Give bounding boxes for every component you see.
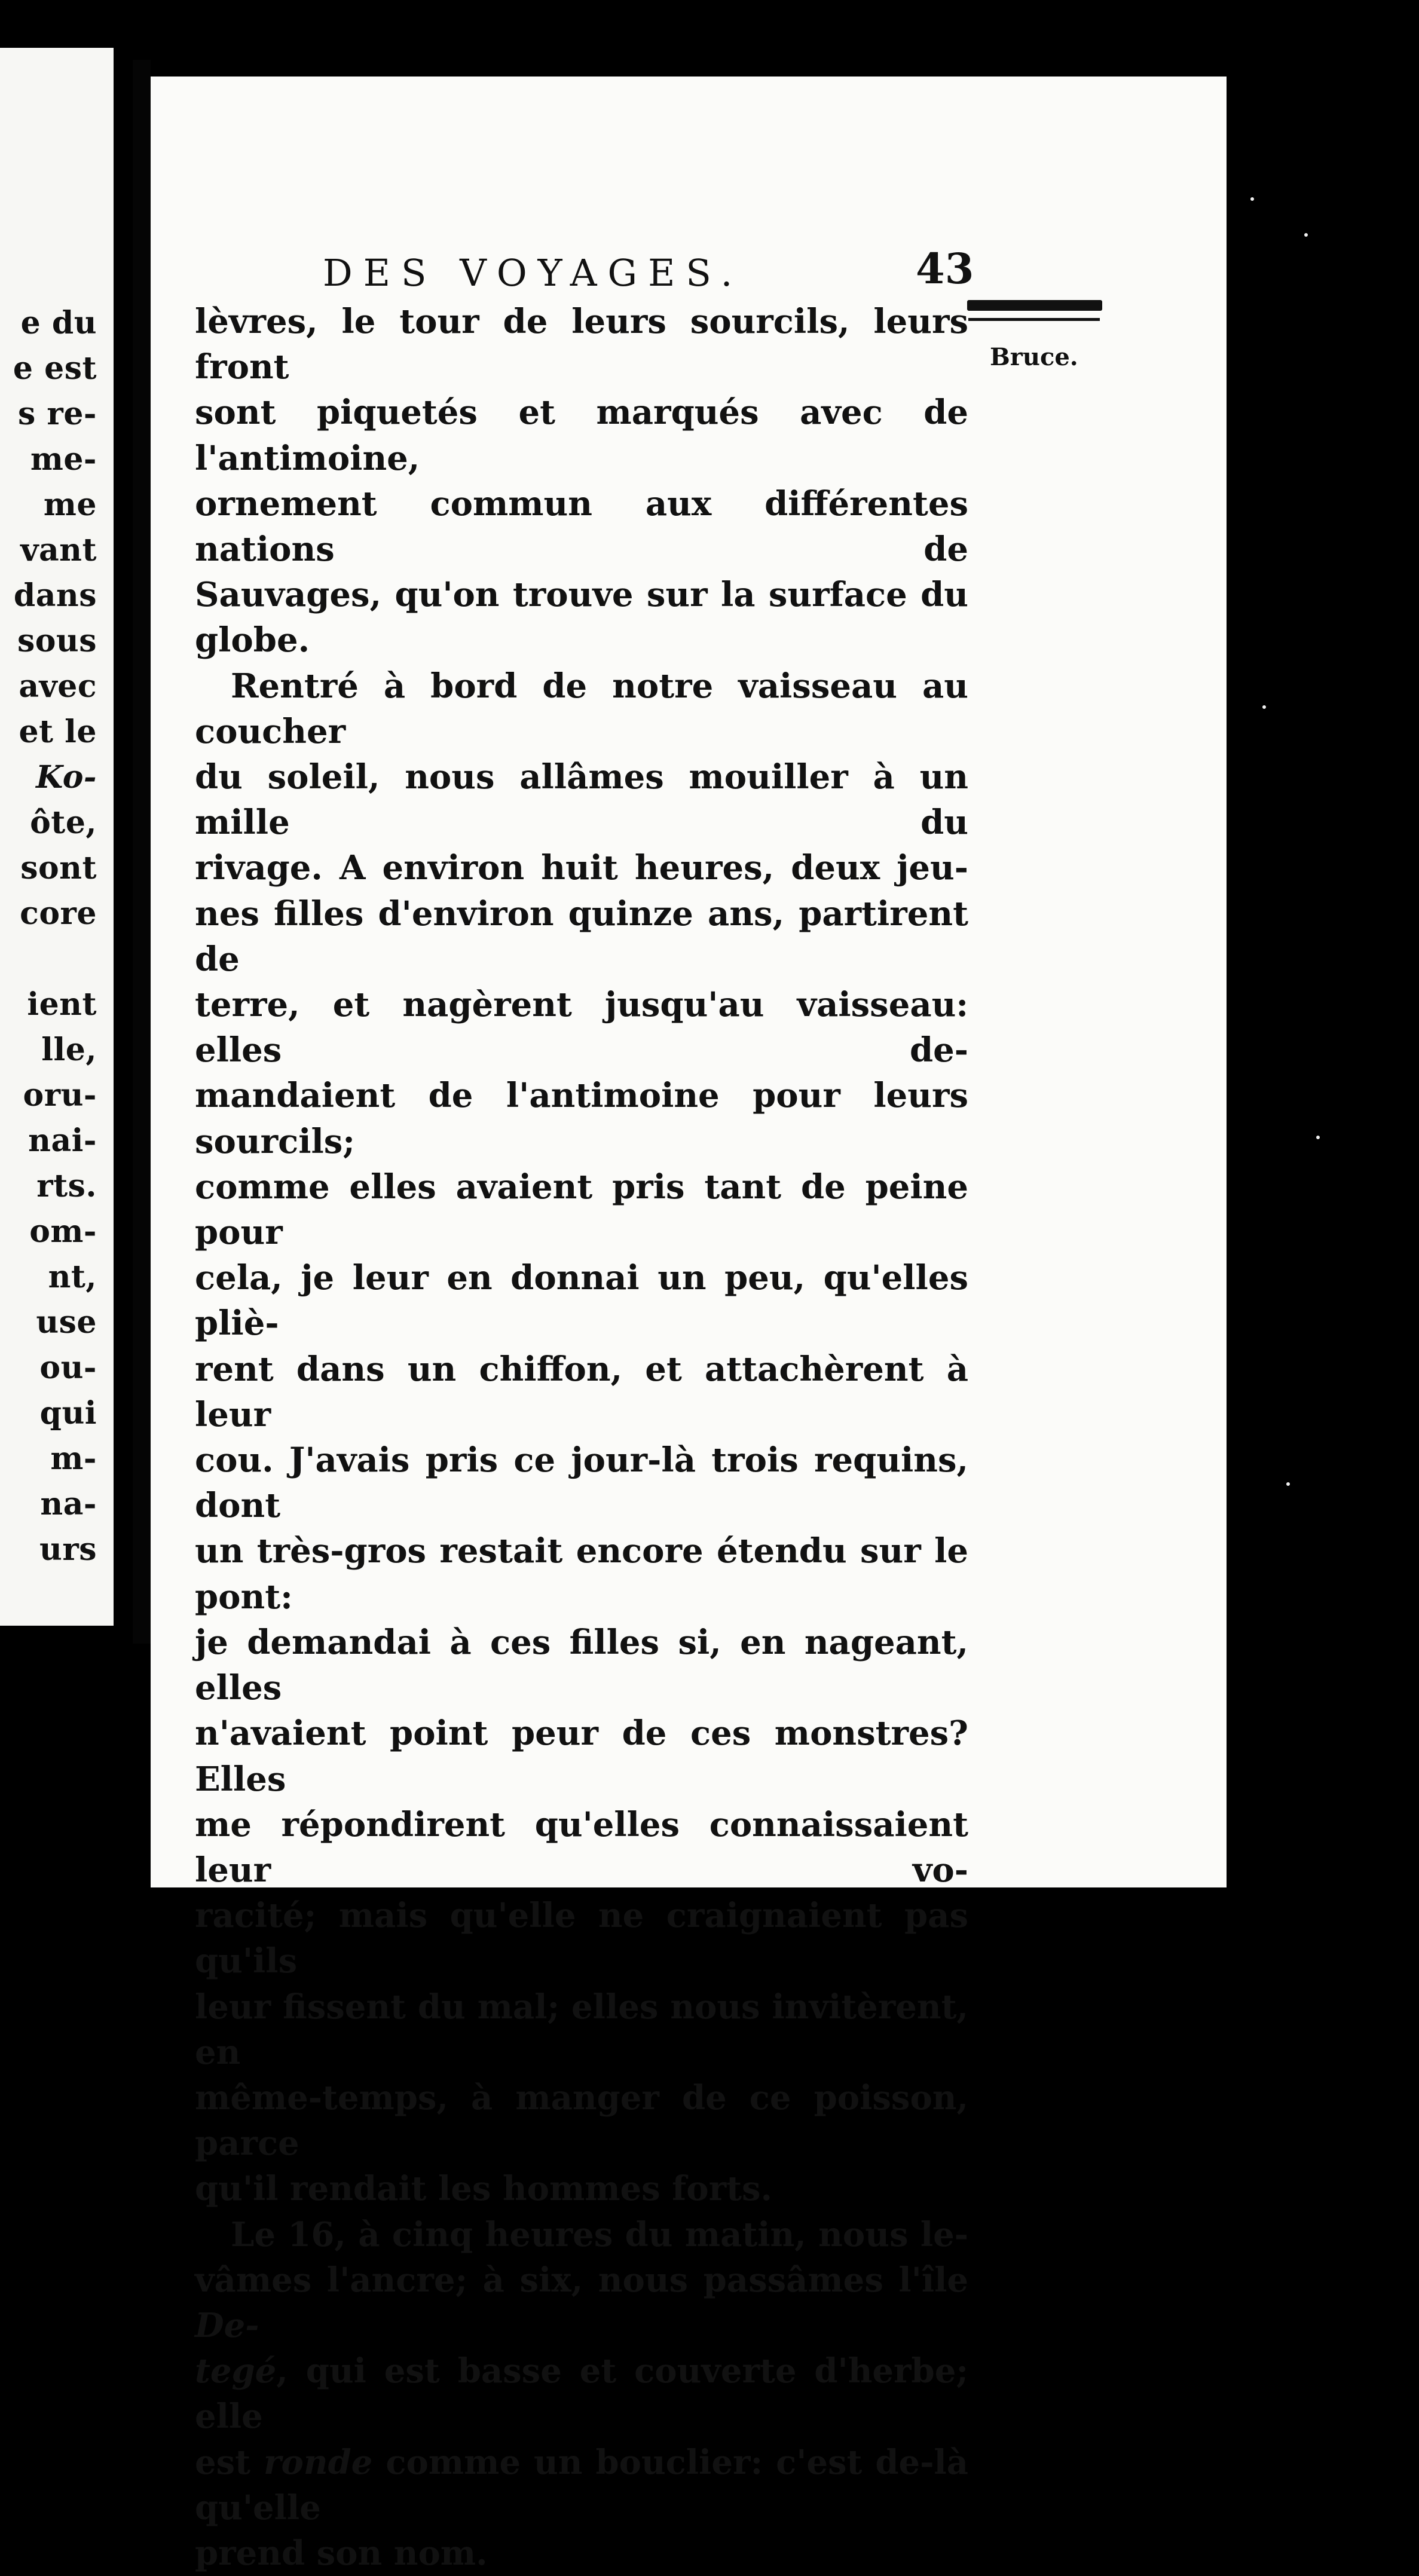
left-line: s re- — [18, 396, 97, 432]
left-line: qui — [39, 1395, 97, 1431]
text-line: je demandai à ces filles si, en nageant, elles — [195, 1622, 968, 1708]
text-line: rent dans un chiffon, et attachèrent à leur — [195, 1349, 968, 1434]
text-line — [195, 2440, 968, 2531]
text-line: comme elles avaient pris tant de peine pour — [195, 1167, 968, 1253]
left-line: nt, — [48, 1259, 97, 1295]
text-line: prend son nom. — [195, 2533, 488, 2573]
left-line: oru- — [23, 1077, 97, 1113]
left-line: om- — [29, 1213, 97, 1250]
left-line: nai- — [28, 1122, 97, 1159]
text-line: globe. — [195, 620, 310, 660]
left-line: ou- — [39, 1350, 97, 1386]
left-line: sous — [17, 623, 97, 659]
left-line: me- — [30, 441, 97, 478]
text-line: nes filles d'environ quinze ans, partirent de — [195, 894, 968, 979]
text-line — [195, 2257, 968, 2348]
text-line: cou. J'avais pris ce jour-là trois requins, dont — [195, 1440, 968, 1526]
text-line: me répondirent qu'elles connaissaient leur vo- — [195, 1804, 968, 1890]
text-line: terre, et nagèrent jusqu'au vaisseau: elles de- — [195, 985, 968, 1070]
left-line: avec — [19, 668, 97, 705]
left-line: core — [20, 895, 97, 932]
page-number: 43 — [916, 244, 974, 293]
italic-word: tegé — [195, 2351, 277, 2391]
left-line: dans — [13, 577, 97, 614]
margin-rule — [967, 300, 1102, 311]
left-line: rts. — [36, 1168, 97, 1204]
text-line: même-temps, à manger de ce poisson, parce — [195, 2078, 968, 2164]
text-line: Rentré à bord de notre vaisseau au coucher — [195, 666, 968, 751]
running-header: DES VOYAGES. — [323, 251, 744, 295]
text-line: n'avaient point peur de ces monstres? Elles — [195, 1714, 968, 1799]
dark-background — [1227, 0, 1419, 1965]
left-page-fragment — [0, 48, 114, 1626]
left-line: sont — [20, 850, 97, 886]
left-line: lle, — [41, 1032, 97, 1068]
left-line: vant — [20, 532, 97, 568]
left-line: Ko- — [36, 759, 97, 796]
text-line: lèvres, le tour de leurs sourcils, leurs front — [195, 302, 968, 387]
text-run: , qui est basse et couverte d'herbe; elle — [195, 2351, 968, 2437]
left-line: m- — [50, 1440, 97, 1477]
text-line: cela, je leur en donnai un peu, qu'elles pliè- — [195, 1258, 968, 1344]
paragraph — [195, 2212, 968, 2576]
body-text — [195, 299, 968, 2576]
text-line: racité; mais qu'elle ne craignaient pas qu'ils — [195, 1896, 968, 1981]
book-spine-shadow — [133, 60, 151, 1644]
text-line: leur fissent du mal; elles nous invitèrent, en — [195, 1987, 968, 2072]
left-line: et le — [19, 714, 97, 750]
left-line: e est — [13, 350, 97, 387]
left-line: use — [36, 1304, 97, 1341]
text-line: Sauvages, qu'on trouve sur la surface du — [195, 575, 968, 615]
paragraph — [195, 663, 968, 2212]
text-run: est — [195, 2442, 264, 2482]
text-line: qu'il rendait les hommes forts. — [195, 2169, 772, 2209]
left-line: e du — [20, 305, 97, 341]
left-line: ôte, — [30, 804, 97, 841]
paragraph — [195, 299, 968, 663]
left-line: urs — [39, 1531, 97, 1568]
italic-word: ronde — [264, 2442, 373, 2482]
text-line: un très-gros restait encore étendu sur le pont: — [195, 1531, 968, 1617]
text-line: du soleil, nous allâmes mouiller à un mille du — [195, 757, 968, 843]
left-line: ient — [27, 986, 97, 1023]
left-line: na- — [40, 1486, 97, 1522]
italic-place-name: De- — [195, 2305, 259, 2345]
margin-note: Bruce. — [990, 343, 1078, 371]
text-line: mandaient de l'antimoine pour leurs sourcils; — [195, 1076, 968, 1161]
text-line — [195, 2348, 968, 2439]
text-line: ornement commun aux différentes nations de — [195, 484, 968, 570]
left-line: me — [43, 487, 97, 523]
text-run: comme un bouclier: c'est de-là qu'elle — [195, 2442, 968, 2528]
text-line: sont piquetés et marqués avec de l'antimoine, — [195, 393, 968, 478]
text-line: Le 16, à cinq heures du matin, nous le- — [231, 2214, 968, 2254]
text-line: rivage. A environ huit heures, deux jeu- — [195, 848, 968, 888]
text-run: vâmes l'ancre; à six, nous passâmes l'île — [195, 2260, 968, 2300]
margin-rule-thin — [968, 318, 1100, 321]
